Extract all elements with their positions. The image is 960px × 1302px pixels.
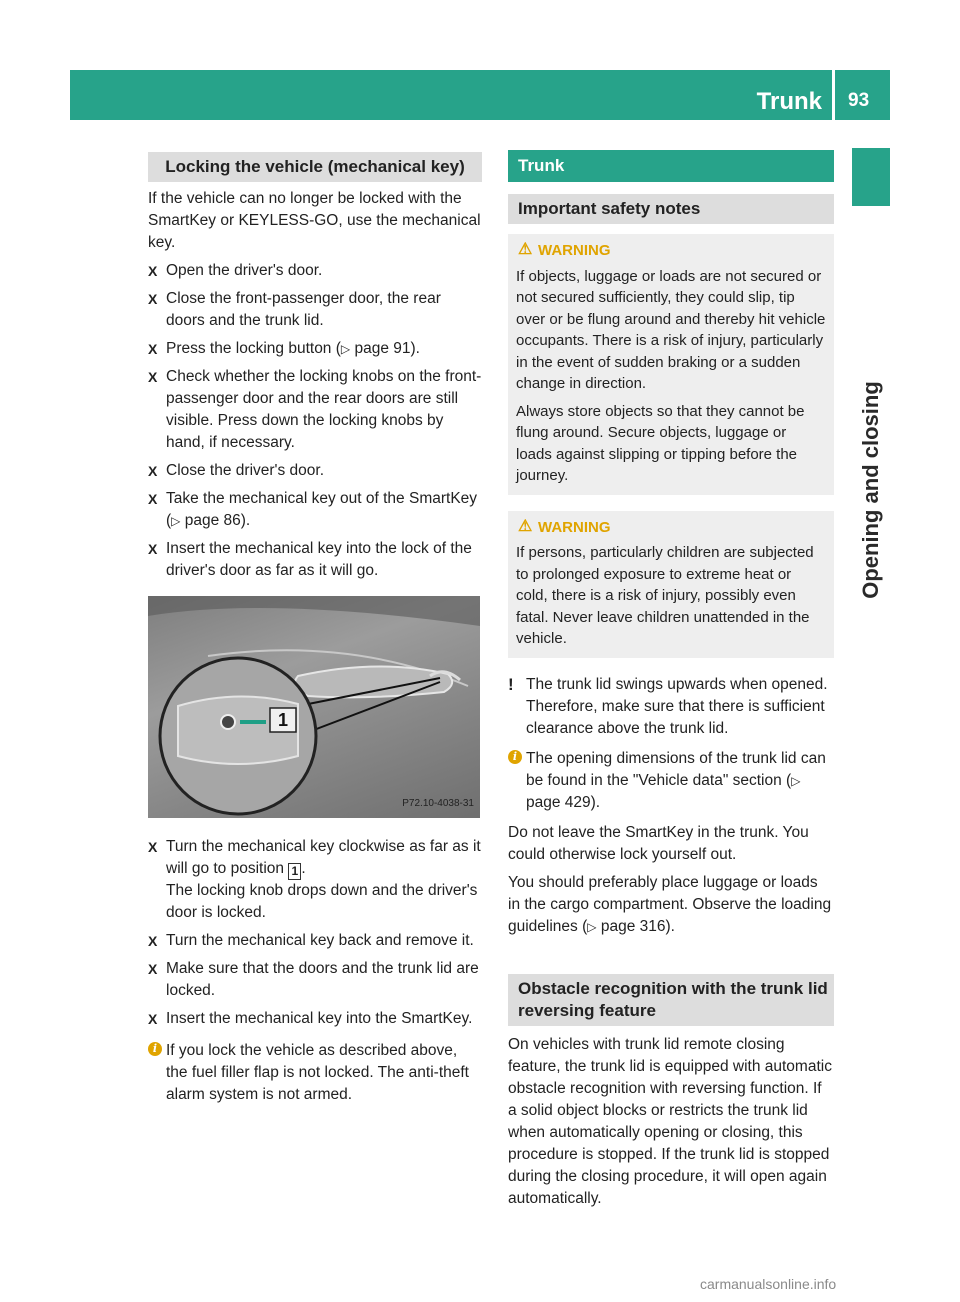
step-item: X Close the front-passenger door, the rear doors and the trunk lid. (148, 290, 441, 329)
step-arrow-icon: X (148, 263, 158, 279)
step-item: X Turn the mechanical key back and remove it. (148, 930, 482, 952)
warning-box (508, 511, 834, 658)
section-heading-locking: Locking the vehicle (mechanical key) (148, 152, 482, 182)
step-arrow-icon: X (148, 291, 158, 307)
watermark-text: carmanualsonline.info (700, 1276, 837, 1292)
figure-callout-number: 1 (277, 710, 289, 730)
caution-exclamation-icon: ! (508, 674, 514, 694)
warning-text: If persons, particularly children are subjected to prolonged exposure to extreme heat or cold, there is a risk of injury, possibly even fatal. Never leave children unattended in the vehicle. (516, 544, 814, 647)
caution-note: ! The trunk lid swings upwards when opened. Therefore, make sure that there is sufficient clearance above the trunk lid. (508, 674, 828, 737)
page-number: 93 (848, 90, 870, 111)
step-arrow-icon: X (148, 1011, 158, 1027)
warning-header: ⚠ WARNING (518, 241, 611, 259)
step-arrow-icon: X (148, 839, 158, 855)
step-arrow-icon: X (148, 491, 158, 507)
step-item: X Press the locking button (▷ page 91). (148, 338, 482, 360)
step-item: X Check whether the locking knobs on the front-passenger door and the rear doors are still visible. Press down the locking knobs by hand, if necessary. (148, 368, 482, 451)
step-item: X Insert the mechanical key into the SmartKey. (148, 1008, 482, 1030)
info-note: i The opening dimensions of the trunk lid can be found in the "Vehicle data" section (▷ page 429). (508, 748, 834, 814)
warning-text: Always store objects so that they cannot be flung around. Secure objects, luggage or loads against slipping or tipping before the journey. (516, 402, 805, 484)
warning-triangle-icon: ⚠ (518, 241, 533, 258)
step-arrow-icon: X (148, 369, 158, 385)
page-reference-link[interactable]: page 316). (600, 917, 675, 935)
step-item: X Turn the mechanical key clockwise as far as it will go to position 1 . The locking knob drops down and the driver's door is locked. (148, 836, 482, 924)
body-paragraph: Do not leave the SmartKey in the trunk. You could otherwise lock yourself out. (508, 823, 809, 863)
step-arrow-icon: X (148, 961, 158, 977)
body-paragraph: On vehicles with trunk lid remote closing feature, the trunk lid is equipped with automatic obstacle recognition with reversing function. If a solid object blocks or restricts the trunk lid when automatically opening or closing, this procedure is stopped. If the trunk lid is stopped during the closing procedure, it will open again automatically. (508, 1035, 832, 1207)
page-ref-arrow-icon: ▷ (587, 919, 597, 934)
subsection-safety-notes: Important safety notes (508, 194, 834, 224)
step-arrow-icon: X (148, 933, 158, 949)
door-lock-figure (148, 596, 480, 818)
warning-box (508, 234, 834, 495)
step-item: X Make sure that the doors and the trunk lid are locked. (148, 960, 479, 999)
page-ref-arrow-icon: ▷ (171, 514, 181, 528)
info-icon: i (148, 1042, 162, 1056)
page-ref-arrow-icon: ▷ (791, 773, 801, 788)
warning-triangle-icon: ⚠ (518, 517, 533, 535)
step-arrow-icon: X (148, 341, 158, 357)
warning-header: ⚠ WARNING (518, 517, 611, 536)
warning-text: If objects, luggage or loads are not secured or not secured sufficiently, they could slip, tip over or be flung around and thereby hit vehicle occupants. There is a risk of injury, particularly in the event of sudden braking or a sudden change in direction. (516, 267, 826, 392)
step-item: X Close the driver's door. (148, 460, 482, 482)
step-arrow-icon: X (148, 463, 158, 479)
body-paragraph: You should preferably place luggage or loads in the cargo compartment. Observe the loading guidelines (▷ page 316). (508, 873, 832, 935)
step-item: X Open the driver's door. (148, 260, 482, 282)
info-note: i If you lock the vehicle as described above, the fuel filler flap is not locked. The anti-theft alarm system is not armed. (148, 1040, 482, 1106)
info-icon: i (508, 750, 522, 764)
side-tab-marker (852, 148, 890, 206)
step-item: X Insert the mechanical key into the lock of the driver's door as far as it will go. (148, 540, 472, 579)
section-heading-obstacle: Obstacle recognition with the trunk lid reversing feature (508, 974, 834, 1026)
intro-paragraph: If the vehicle can no longer be locked with the SmartKey or KEYLESS-GO, use the mechanical key. (148, 190, 481, 251)
step-arrow-icon: X (148, 541, 158, 557)
page-reference-link[interactable]: page 86). (184, 512, 251, 529)
door-handle-illustration (148, 596, 480, 818)
step-result-text: The locking knob drops down and the driver's door is locked. (166, 882, 478, 921)
step-item: X Take the mechanical key out of the SmartKey (▷ page 86). (148, 490, 478, 529)
right-column (508, 152, 834, 1216)
left-column (148, 152, 482, 1114)
section-title-trunk: Trunk (508, 150, 834, 182)
page-ref-arrow-icon: ▷ (340, 342, 351, 356)
page-reference-link[interactable]: page 429). (526, 793, 601, 811)
side-chapter-label: Opening and closing (858, 381, 883, 599)
position-number-badge: 1 (288, 863, 301, 880)
page-reference-link[interactable]: page 91). (354, 340, 420, 357)
header-separator (832, 70, 835, 120)
figure-code: P72.10-4038-31 (402, 798, 474, 809)
header-title: Trunk (756, 88, 822, 115)
